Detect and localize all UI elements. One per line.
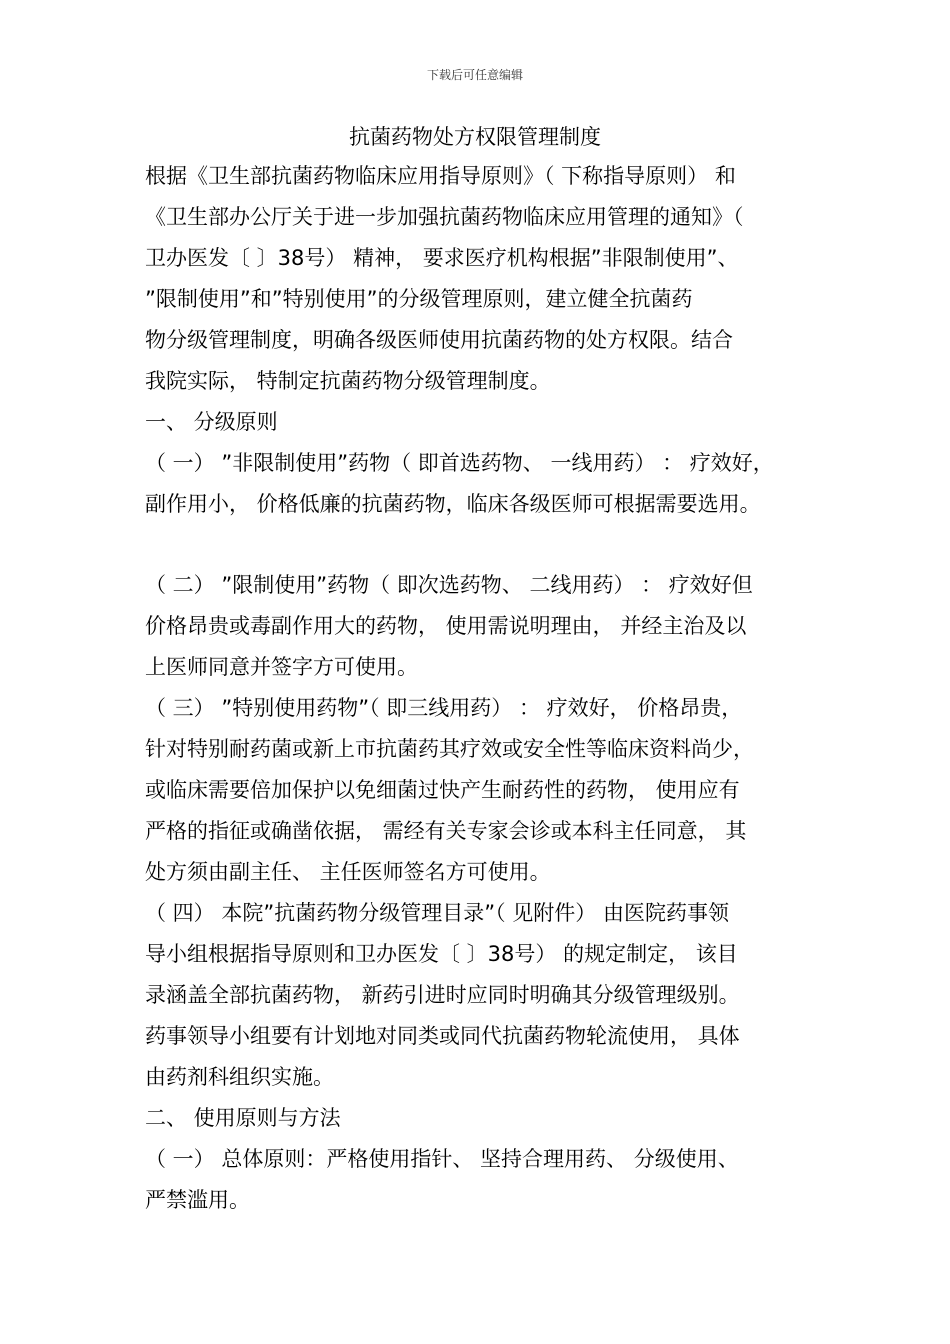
paragraph-line: 导小组根据指导原则和卫办医发〔 〕38号） 的规定制定， 该目 bbox=[145, 942, 738, 966]
paragraph-line: （ 三） ”特别使用药物”（ 即三线用药） ： 疗效好， 价格昂贵， bbox=[145, 696, 743, 720]
paragraph-line: （ 一） ”非限制使用”药物（ 即首选药物、 一线用药） ： 疗效好， bbox=[145, 451, 774, 475]
paragraph-line: 由药剂科组织实施。 bbox=[145, 1065, 334, 1089]
paragraph-line: 针对特别耐药菌或新上市抗菌药其疗效或安全性等临床资料尚少， bbox=[145, 737, 754, 761]
paragraph-line: 严禁滥用。 bbox=[145, 1188, 250, 1212]
paragraph-line: 处方须由副主任、 主任医师签名方可使用。 bbox=[145, 860, 551, 884]
section-heading: 二、 使用原则与方法 bbox=[145, 1106, 341, 1130]
paragraph-line: 物分级管理制度，明确各级医师使用抗菌药物的处方权限。结合 bbox=[145, 328, 733, 352]
paragraph-line: 价格昂贵或毒副作用大的药物， 使用需说明理由， 并经主治及以 bbox=[145, 614, 747, 638]
document-body bbox=[145, 156, 825, 1221]
paragraph-line: 卫办医发〔 〕38号） 精神， 要求医疗机构根据”非限制使用”、 bbox=[145, 246, 739, 270]
paragraph-line: （ 二） ”限制使用”药物（ 即次选药物、 二线用药） ： 疗效好但 bbox=[145, 573, 753, 597]
paragraph-line: 药事领导小组要有计划地对同类或同代抗菌药物轮流使用， 具体 bbox=[145, 1024, 740, 1048]
blank-line bbox=[145, 525, 825, 565]
paragraph-line: 《卫生部办公厅关于进一步加强抗菌药物临床应用管理的通知》（ bbox=[145, 205, 744, 229]
paragraph-line: 录涵盖全部抗菌药物， 新药引进时应同时明确其分级管理级别。 bbox=[145, 983, 740, 1007]
paragraph-line: （ 四） 本院”抗菌药物分级管理目录”（ 见附件） 由医院药事领 bbox=[145, 901, 729, 925]
document-title: 抗菌药物处方权限管理制度 bbox=[349, 125, 601, 149]
paragraph-line: 副作用小， 价格低廉的抗菌药物，临床各级医师可根据需要选用。 bbox=[145, 492, 761, 516]
header-note: 下载后可任意编辑 bbox=[426, 68, 523, 82]
paragraph-line: 上医师同意并签字方可使用。 bbox=[145, 655, 418, 679]
paragraph-line: 我院实际， 特制定抗菌药物分级管理制度。 bbox=[145, 369, 551, 393]
paragraph-line: 严格的指征或确凿依据， 需经有关专家会诊或本科主任同意， 其 bbox=[145, 819, 747, 843]
paragraph-line: 根据《卫生部抗菌药物临床应用指导原则》（ 下称指导原则） 和 bbox=[145, 164, 736, 188]
paragraph-line: 或临床需要倍加保护以免细菌过快产生耐药性的药物， 使用应有 bbox=[145, 778, 740, 802]
section-heading: 一、 分级原则 bbox=[145, 410, 278, 434]
paragraph-line: （ 一） 总体原则：严格使用指针、 坚持合理用药、 分级使用、 bbox=[145, 1147, 739, 1171]
paragraph-line: ”限制使用”和”特别使用”的分级管理原则，建立健全抗菌药 bbox=[145, 287, 693, 311]
